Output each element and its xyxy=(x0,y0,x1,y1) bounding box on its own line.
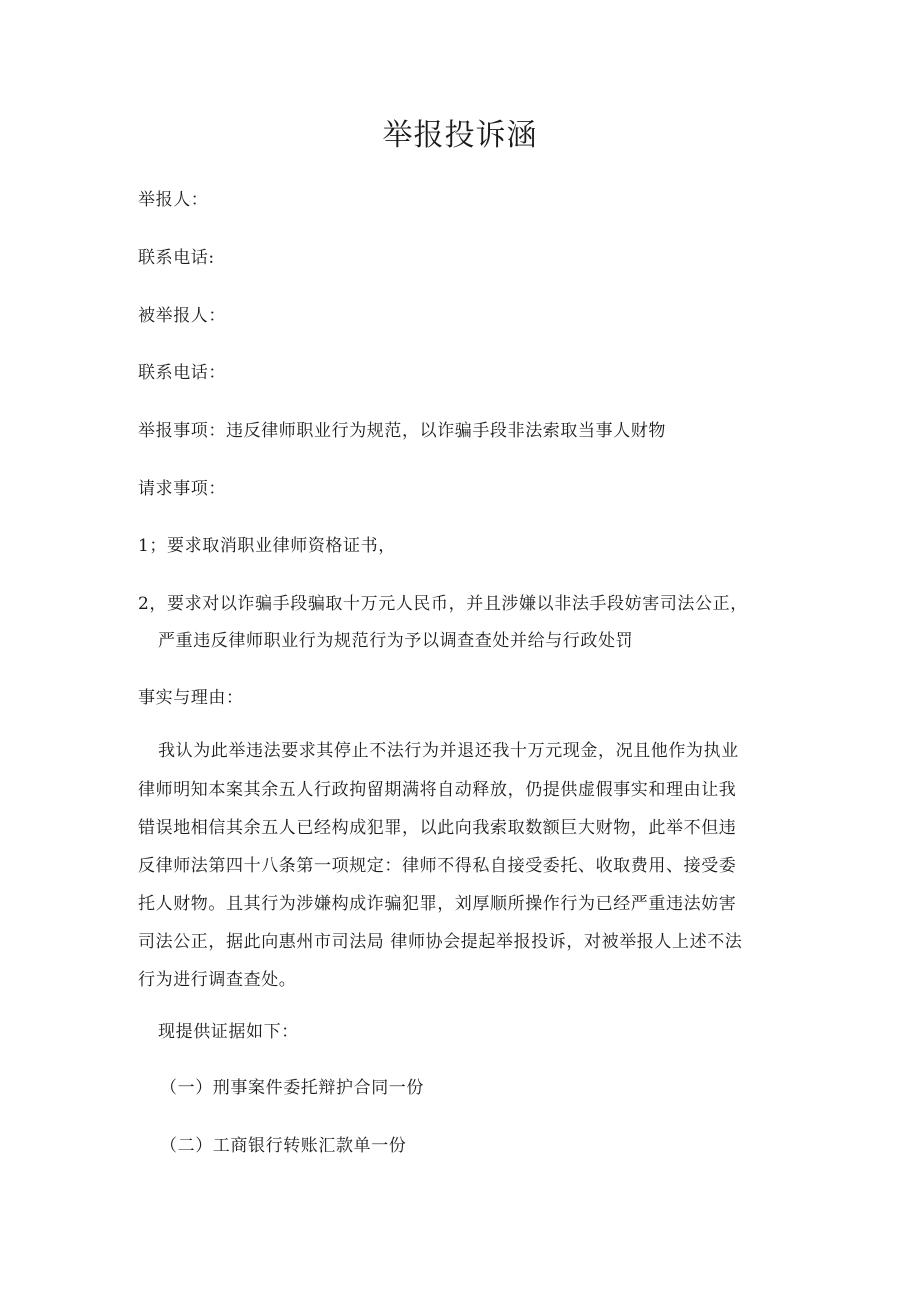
request-item-2: 2，要求对以诈骗手段骗取十万元人民币，并且涉嫌以非法手段妨害司法公正， xyxy=(138,594,748,614)
request-item-2-continued: 严重违反律师职业行为规范行为予以调查查处并给与行政处罚 xyxy=(158,631,634,651)
document-title: 举报投诉涵 xyxy=(382,118,538,153)
facts-line: 我认为此举违法要求其停止不法行为并退还我十万元现金，况且他作为执业 xyxy=(158,741,739,761)
requests-label: 请求事项： xyxy=(138,479,226,499)
reported-label: 被举报人： xyxy=(138,306,226,326)
reporter-phone-label: 联系电话: xyxy=(138,248,215,268)
evidence-item-1: （一）刑事案件委托辩护合同一份 xyxy=(160,1078,424,1098)
facts-line: 行为进行调查查处。 xyxy=(138,970,297,990)
request-item-1: 1；要求取消职业律师资格证书， xyxy=(138,536,396,556)
facts-label: 事实与理由： xyxy=(138,688,244,708)
facts-line: 司法公正，据此向惠州市司法局 律师协会提起举报投诉，对被举报人上述不法 xyxy=(138,932,743,952)
facts-line: 律师明知本案其余五人行政拘留期满将自动释放，仍提供虚假事实和理由让我 xyxy=(138,780,737,800)
reporter-label: 举报人： xyxy=(138,190,209,210)
evidence-item-2: （二）工商银行转账汇款单一份 xyxy=(160,1136,407,1156)
facts-line: 托人财物。且其行为涉嫌构成诈骗犯罪，刘厚顺所操作行为已经严重违法妨害 xyxy=(138,894,737,914)
facts-line: 反律师法第四十八条第一项规定：律师不得私自接受委托、收取费用、接受委 xyxy=(138,856,737,876)
facts-line: 错误地相信其余五人已经构成犯罪，以此向我索取数额巨大财物，此举不但违 xyxy=(138,818,737,838)
reported-phone-label: 联系电话： xyxy=(138,363,226,383)
report-matter: 举报事项：违反律师职业行为规范，以诈骗手段非法索取当事人财物 xyxy=(138,421,666,441)
evidence-label: 现提供证据如下： xyxy=(158,1022,299,1042)
